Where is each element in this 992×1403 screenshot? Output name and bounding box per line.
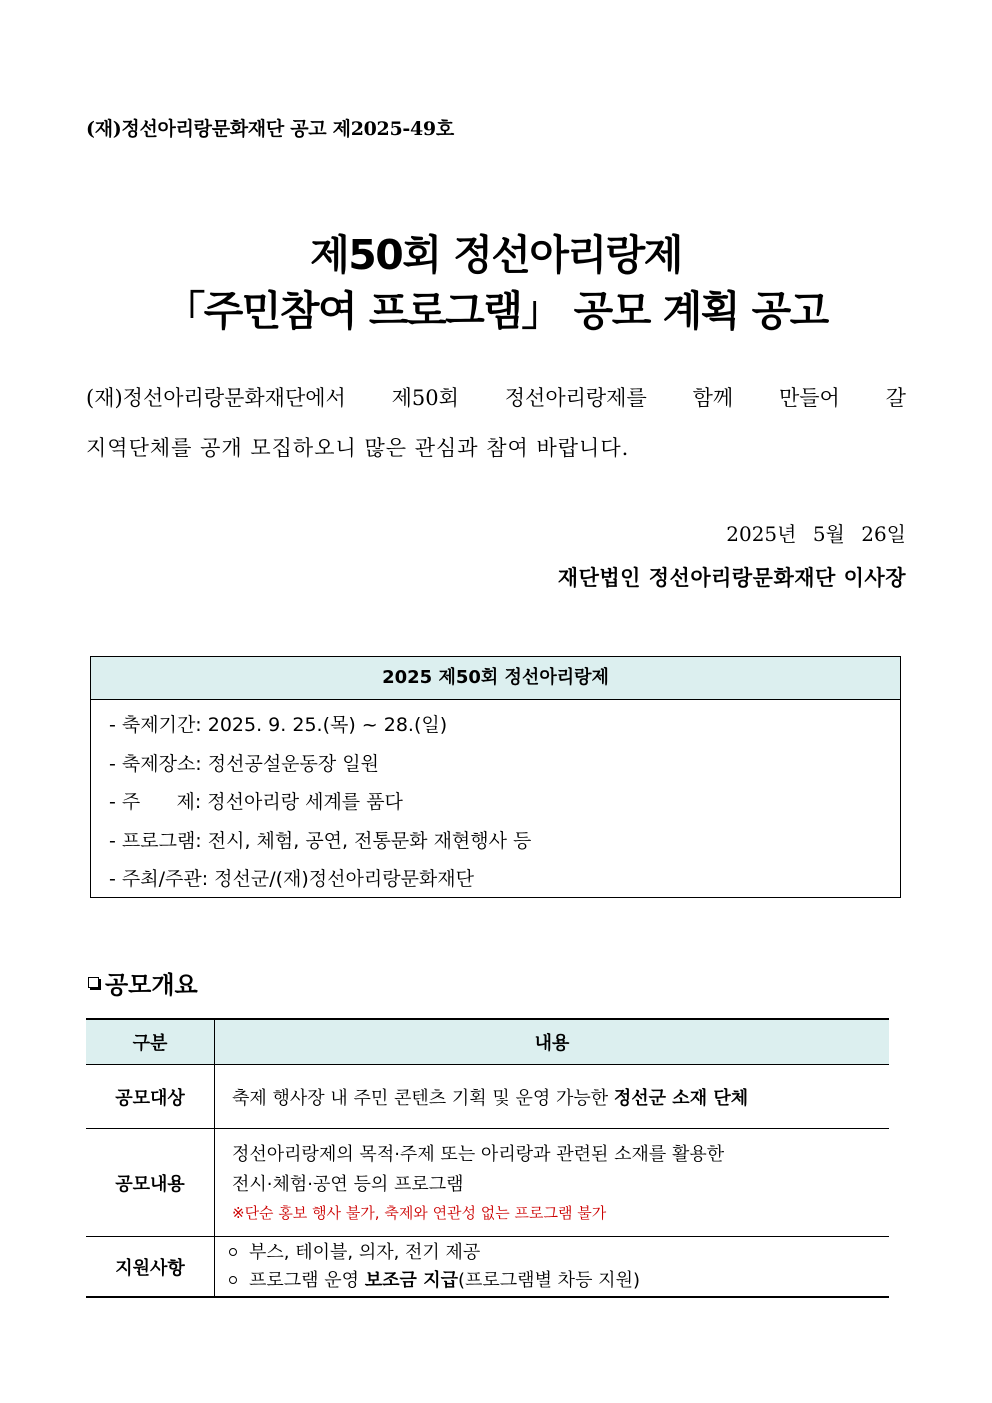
header-category: 구분: [86, 1019, 215, 1065]
header-content: 내용: [215, 1019, 890, 1065]
support-item2: [229, 1267, 888, 1295]
checkbox-bullet-icon: [88, 977, 99, 988]
page-title-line2: 「주민참여 프로그램」 공모 계획 공고: [164, 287, 828, 335]
announcement-date: 2025년 5월 26일: [726, 522, 906, 546]
row-label-content: 공모내용: [86, 1129, 215, 1237]
row-label-target: 공모대상: [86, 1065, 215, 1129]
intro-word: 정선아리랑제를: [504, 386, 647, 410]
content-note: ※단순 홍보 행사 불가, 축제와 연관성 없는 프로그램 불가: [232, 1203, 607, 1222]
table-row: [86, 1237, 889, 1298]
table-row: [86, 1129, 889, 1237]
festival-info-box: [90, 656, 901, 898]
support-item2-suffix: (프로그램별 차등 지원): [458, 1269, 640, 1291]
intro-word: 만들어: [778, 386, 840, 410]
signer: 재단법인 정선아리랑문화재단 이사장: [557, 565, 906, 590]
notice-number: (재)정선아리랑문화재단 공고 제2025-49호: [86, 118, 454, 140]
table-header-row: [86, 1019, 889, 1065]
page-title-line1: 제50회 정선아리랑제: [310, 231, 682, 279]
intro-word: 함께: [692, 386, 734, 410]
section-title-text: 공모개요: [105, 971, 198, 999]
festival-period: - 축제기간: 2025. 9. 25.(목) ~ 28.(일): [109, 714, 448, 736]
circle-bullet-icon: [229, 1276, 237, 1284]
support-item1: [229, 1239, 888, 1267]
intro-line2: 지역단체를 공개 모집하오니 많은 관심과 참여 바랍니다.: [86, 436, 630, 460]
intro-word: (재)정선아리랑문화재단에서: [86, 386, 346, 410]
support-item2-bold: 보조금 지급: [364, 1269, 458, 1291]
overview-table: [86, 1018, 889, 1298]
row-label-support: 지원사항: [86, 1237, 215, 1298]
target-bold: 정선군 소재 단체: [613, 1087, 749, 1109]
section-title-overview: [88, 965, 198, 1000]
content-line2: 전시·체험·공연 등의 프로그램: [232, 1173, 464, 1195]
row-content-content: [215, 1129, 890, 1237]
festival-program: - 프로그램: 전시, 체험, 공연, 전통문화 재현행사 등: [109, 829, 532, 852]
support-item1-text: 부스, 테이블, 의자, 전기 제공: [249, 1241, 481, 1263]
table-row: [86, 1065, 889, 1129]
festival-venue: - 축제장소: 정선공설운동장 일원: [109, 752, 379, 775]
row-content-target: [215, 1065, 890, 1129]
festival-info-list: [91, 700, 900, 899]
target-text: 축제 행사장 내 주민 콘텐츠 기획 및 운영 가능한: [232, 1087, 614, 1109]
festival-info-header: 2025 제50회 정선아리랑제: [91, 657, 900, 700]
festival-theme: - 주 제: 정선아리랑 세계를 품다: [109, 791, 403, 813]
content-line1: 정선아리랑제의 목적·주제 또는 아리랑과 관련된 소재를 활용한: [232, 1143, 725, 1165]
row-content-support: [215, 1237, 890, 1298]
intro-line1: [86, 373, 906, 423]
intro-word: 갈: [885, 386, 906, 410]
festival-host: - 주최/주관: 정선군/(재)정선아리랑문화재단: [109, 868, 474, 890]
intro-word: 제50회: [391, 386, 459, 410]
support-item2-prefix: 프로그램 운영: [249, 1269, 365, 1291]
circle-bullet-icon: [229, 1248, 237, 1256]
